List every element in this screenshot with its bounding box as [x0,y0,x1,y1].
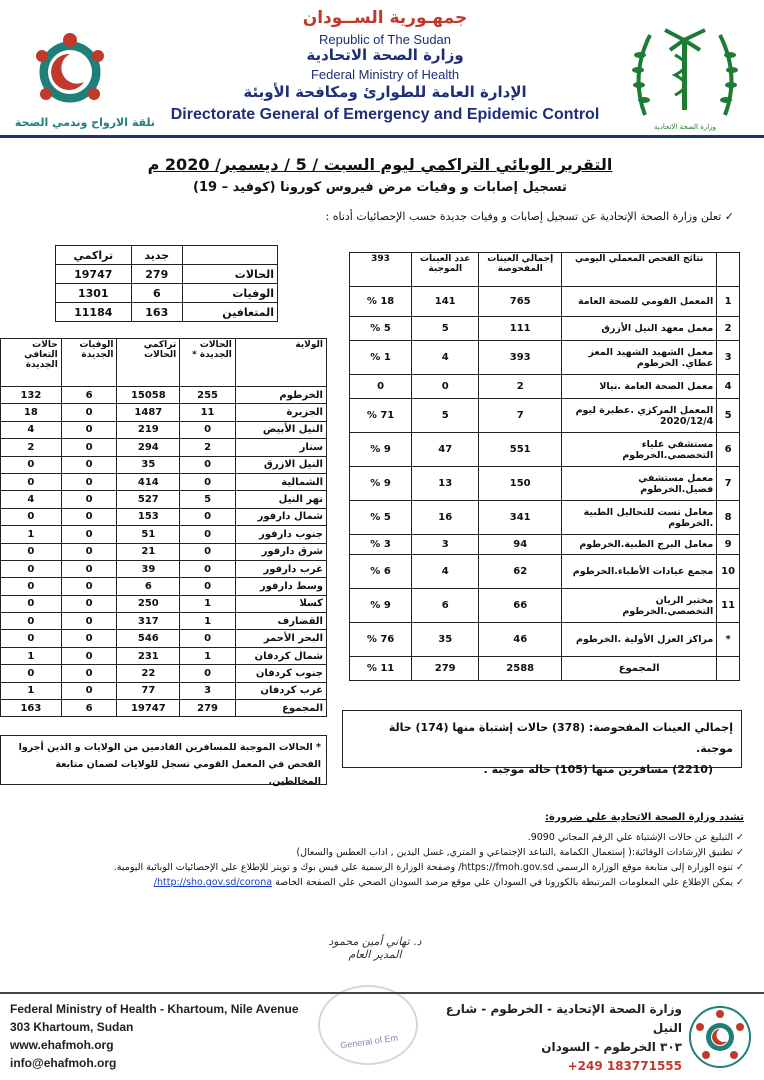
state-cell-new-deaths: 0 [61,508,117,525]
labs-table [349,252,740,681]
lab-cell-num: * [717,623,740,657]
state-cell-new-cases: 0 [180,543,236,560]
lab-row [350,317,740,341]
footer-logo [688,1005,753,1070]
state-cell-cum-cases: 6 [117,578,180,595]
state-cell-new-deaths: 0 [61,595,117,612]
states-header-new-recovered: حالات التعافي الجديدة [1,339,62,387]
lab-cell-tested: 393 [479,341,562,375]
state-cell-cum-cases: 1487 [117,404,180,421]
lab-cell-tested: 111 [479,317,562,341]
summary-label: الوفيات [182,284,277,303]
lab-cell-num: 8 [717,501,740,535]
lab-cell-lab: المعمل المركزي .عطبرة ليوم 2020/12/4 [562,399,717,433]
state-cell-new-cases: 0 [180,456,236,473]
states-total-state: المجموع [235,700,326,717]
summary-cumulative: 19747 [56,265,132,284]
summary-header-cumulative: تراكمي [56,246,132,265]
lab-cell-num: 2 [717,317,740,341]
lab-row [350,623,740,657]
labs-total-positive: 279 [412,657,479,681]
labs-total-pct: 11 % [350,657,412,681]
state-cell-new-cases: 0 [180,578,236,595]
samples-summary [342,710,742,776]
labs-header-row [350,253,740,287]
state-row [1,560,327,577]
header-divider [0,135,764,138]
state-cell-state: نهر النيل [235,491,326,508]
states-note: * الحالات الموجبة للمسافرين القادمين من الولايات و الذين أجروا الفحص في المعمل القومي تسجل للولايات لضمان متابعة المخالطين. [0,735,327,785]
labs-header-lab: نتائج الفحص المعملي اليومي [562,253,717,287]
lab-cell-num: 1 [717,287,740,317]
state-cell-new-cases: 255 [180,387,236,404]
lab-cell-lab: مختبر الريان التخصصي.الخرطوم [562,589,717,623]
state-cell-cum-cases: 294 [117,439,180,456]
footer-ar-address: وزارة الصحة الإتحادية - الخرطوم - شارع النيل [445,1002,682,1035]
state-cell-state: الشمالية [235,473,326,490]
lab-cell-tested: 765 [479,287,562,317]
labs-body [350,287,740,681]
footer-en-address: Federal Ministry of Health - Khartoum, Nile Avenue [10,1002,299,1016]
advice-item: ✓ تنوه الوزارة إلى متابعة موقع الوزارة الرسمي https://fmoh.gov.sd/ وصفحة الوزارة الرسمية علي فيس بوك و تويتر للإطلاع علي الإحصائيات الوبائية اليومية. [4,862,744,873]
lab-cell-lab: مجمع عيادات الأطباء.الخرطوم [562,555,717,589]
lab-cell-num: 10 [717,555,740,589]
signature-name: د. تهاني أمين محمود [328,935,422,948]
state-cell-new-recovered: 1 [1,526,62,543]
state-cell-new-deaths: 6 [61,387,117,404]
footer-phone: +249 183771555 [567,1059,682,1073]
state-cell-state: القضارف [235,613,326,630]
state-cell-state: الخرطوم [235,387,326,404]
footer-ar-city: ٣٠٣ الخرطوم - السودان [541,1040,682,1054]
lab-cell-positive: 35 [412,623,479,657]
lab-row [350,501,740,535]
sho-link[interactable]: http://sho.gov.sd/corona/ [153,877,273,888]
states-body [1,387,327,717]
footer-divider [0,992,764,994]
samples-line-1 [351,717,733,759]
state-cell-new-recovered: 1 [1,682,62,699]
state-cell-new-deaths: 0 [61,526,117,543]
state-cell-state: شرق دارفور [235,543,326,560]
lab-row [350,433,740,467]
state-cell-new-deaths: 0 [61,439,117,456]
states-table [0,338,327,717]
state-cell-new-cases: 0 [180,630,236,647]
labs-total-tested: 2588 [479,657,562,681]
state-cell-new-cases: 1 [180,647,236,664]
advice-item [4,877,744,888]
lab-row [350,555,740,589]
footer-ar [420,1000,682,1076]
state-cell-state: الجزيرة [235,404,326,421]
summary-cumulative: 11184 [56,303,132,322]
lab-row [350,467,740,501]
lab-cell-lab: معمل معهد النيل الأزرق [562,317,717,341]
lab-cell-lab: معمل الصحة العامة .نيالا [562,375,717,399]
state-cell-new-deaths: 0 [61,473,117,490]
state-cell-cum-cases: 250 [117,595,180,612]
state-cell-new-deaths: 0 [61,456,117,473]
state-cell-new-cases: 0 [180,473,236,490]
lab-cell-pct: 3 % [350,535,412,555]
state-cell-cum-cases: 39 [117,560,180,577]
directorate-en: Directorate General of Emergency and Epidemic Control [170,106,600,123]
report-subtitle: تسجيل إصابات و وفيات مرض فيروس كورونا (كوفيد – 19) [193,180,567,195]
summary-table [55,245,278,322]
summary-row [56,303,278,322]
state-cell-cum-cases: 77 [117,682,180,699]
state-cell-new-cases: 1 [180,613,236,630]
samples-suspected: (378) حالات إشتباة منها (174) حالة موجبة. [388,721,733,755]
state-cell-state: جنوب دارفور [235,526,326,543]
state-row [1,473,327,490]
lab-cell-tested: 62 [479,555,562,589]
advice-title: تشدد وزارة الصحة الاتحادية علي ضرورة: [545,812,744,823]
labs-header-pct: 393 [350,253,412,287]
state-cell-new-recovered: 2 [1,439,62,456]
state-cell-new-recovered: 4 [1,421,62,438]
states-total-row [1,700,327,717]
lab-cell-positive: 0 [412,375,479,399]
states-header-cum-cases: تراكمي الحالات [117,339,180,387]
state-cell-new-recovered: 0 [1,560,62,577]
lab-cell-tested: 7 [479,399,562,433]
state-cell-state: وسط دارفور [235,578,326,595]
lab-cell-tested: 46 [479,623,562,657]
state-cell-new-deaths: 0 [61,630,117,647]
labs-total-row [350,657,740,681]
advice-list [4,832,744,892]
state-cell-state: جنوب كردفان [235,665,326,682]
ministry-ar: وزارة الصحة الاتحادية [306,46,464,64]
summary-label: المتعافين [182,303,277,322]
state-cell-cum-cases: 527 [117,491,180,508]
lab-cell-lab: معمل الشهيد الشهيد المعز عطاي. الخرطوم [562,341,717,375]
state-cell-new-deaths: 0 [61,682,117,699]
labs-total-lab: المجموع [562,657,717,681]
state-cell-new-deaths: 0 [61,491,117,508]
lab-cell-positive: 141 [412,287,479,317]
summary-label: الحالات [182,265,277,284]
state-cell-cum-cases: 414 [117,473,180,490]
state-row [1,613,327,630]
state-cell-new-deaths: 0 [61,404,117,421]
lab-cell-num: 9 [717,535,740,555]
summary-row [56,284,278,303]
lab-cell-pct: 9 % [350,589,412,623]
state-cell-new-cases: 5 [180,491,236,508]
lab-cell-pct: 1 % [350,341,412,375]
state-cell-new-recovered: 0 [1,508,62,525]
states-total-new-deaths: 6 [61,700,117,717]
lab-cell-positive: 4 [412,341,479,375]
lab-cell-positive: 47 [412,433,479,467]
lab-cell-lab: مستشفي علياء التخصصي.الخرطوم [562,433,717,467]
state-cell-state: غرب دارفور [235,560,326,577]
labs-total-num [717,657,740,681]
state-row [1,682,327,699]
state-row [1,630,327,647]
state-cell-state: كسلا [235,595,326,612]
states-header-state: الولاية [235,339,326,387]
state-cell-new-cases: 2 [180,439,236,456]
state-cell-new-recovered: 1 [1,647,62,664]
republic-ar: جمهـورية الســودان [302,8,468,28]
lab-cell-num: 4 [717,375,740,399]
emblem-caption: وزارة الصحة الاتحادية [654,123,716,131]
state-cell-new-recovered: 0 [1,456,62,473]
footer-en-city: 303 Khartoum, Sudan [10,1020,134,1034]
state-cell-new-recovered: 0 [1,595,62,612]
state-cell-cum-cases: 317 [117,613,180,630]
lab-cell-tested: 66 [479,589,562,623]
lab-cell-positive: 16 [412,501,479,535]
lab-cell-lab: المعمل القومي للصحة العامة [562,287,717,317]
lab-cell-tested: 341 [479,501,562,535]
lab-cell-tested: 2 [479,375,562,399]
state-cell-new-cases: 0 [180,508,236,525]
state-cell-new-deaths: 0 [61,665,117,682]
samples-label: إجمالي العينات المفحوصة: [588,721,733,734]
lab-row [350,399,740,433]
lab-cell-positive: 13 [412,467,479,501]
states-total-cum-cases: 19747 [117,700,180,717]
state-cell-new-cases: 3 [180,682,236,699]
state-cell-new-deaths: 0 [61,613,117,630]
state-cell-new-cases: 0 [180,665,236,682]
summary-new: 6 [131,284,182,303]
state-cell-state: غرب كردفان [235,682,326,699]
lab-cell-pct: 5 % [350,501,412,535]
directorate-ar: الإدارة العامة للطوارئ ومكافحة الأوبئة [243,83,527,101]
state-row [1,456,327,473]
state-row [1,578,327,595]
lab-cell-pct: 18 % [350,287,412,317]
state-cell-new-recovered: 132 [1,387,62,404]
lab-cell-positive: 5 [412,317,479,341]
state-cell-cum-cases: 21 [117,543,180,560]
state-cell-cum-cases: 546 [117,630,180,647]
lab-cell-num: 3 [717,341,740,375]
state-row [1,491,327,508]
state-row [1,526,327,543]
state-cell-state: النيل الازرق [235,456,326,473]
signature-role: المدير العام [348,948,402,961]
lab-cell-tested: 150 [479,467,562,501]
state-cell-new-recovered: 0 [1,578,62,595]
state-row [1,665,327,682]
labs-header-positive: عدد العينات الموجبة [412,253,479,287]
lab-cell-lab: معامل البرج الطبية.الخرطوم [562,535,717,555]
advice-item: ✓ تطبيق الإرشادات الوقائية:( إستعمال الكمامة ,التباعد الإجتماعي و المتري, غسل اليدين , اداب العطس والسعال) [4,847,744,858]
lab-row [350,375,740,399]
states-header-new-cases: الحالات الجديدة * [180,339,236,387]
state-cell-new-deaths: 0 [61,578,117,595]
lab-cell-positive: 4 [412,555,479,589]
state-row [1,647,327,664]
state-cell-state: النيل الأبيض [235,421,326,438]
state-cell-new-cases: 0 [180,560,236,577]
footer-en [10,1000,320,1072]
state-row [1,439,327,456]
lab-row [350,535,740,555]
state-row [1,387,327,404]
state-cell-new-cases: 0 [180,526,236,543]
state-row [1,595,327,612]
lab-cell-lab: مراكز العزل الأولية .الخرطوم [562,623,717,657]
signature-block [300,935,450,961]
advice-item-text: يمكن الإطلاع علي المعلومات المرتبطة بالكورونا في السودان علي موقع مرصد السودان الصحي علي الصفحة الخاصة [275,877,734,888]
state-cell-cum-cases: 35 [117,456,180,473]
footer-website[interactable]: www.ehafmoh.org [10,1038,114,1052]
samples-travellers: (2210) مسافرين منها (105) حالة موجبة . [483,763,713,776]
lab-cell-pct: 9 % [350,433,412,467]
state-cell-new-deaths: 0 [61,421,117,438]
state-cell-new-deaths: 0 [61,560,117,577]
summary-cumulative: 1301 [56,284,132,303]
state-cell-new-recovered: 18 [1,404,62,421]
summary-header-row [56,246,278,265]
lab-cell-pct: 9 % [350,467,412,501]
left-logo [10,20,160,135]
summary-new: 279 [131,265,182,284]
report-intro: ✓ تعلن وزارة الصحة الإتحادية عن تسجيل إصابات و وفيات جديدة حسب الإحصائيات أدناه : [325,210,734,223]
states-total-new-cases: 279 [180,700,236,717]
official-stamp [318,985,418,1065]
state-row [1,421,327,438]
states-header-new-deaths: الوفيات الجديدة [61,339,117,387]
ministry-en: Federal Ministry of Health [310,67,460,82]
lab-cell-pct: 76 % [350,623,412,657]
lab-cell-num: 11 [717,589,740,623]
lab-cell-positive: 6 [412,589,479,623]
state-cell-state: سنار [235,439,326,456]
lab-row [350,287,740,317]
state-cell-new-recovered: 4 [1,491,62,508]
ministry-emblem [620,15,750,135]
state-cell-new-deaths: 0 [61,543,117,560]
lab-cell-tested: 551 [479,433,562,467]
labs-header-num [717,253,740,287]
state-cell-new-cases: 1 [180,595,236,612]
left-logo-caption: نلقة الارواح وندمي الصحة [14,116,156,129]
state-cell-new-recovered: 0 [1,543,62,560]
state-cell-cum-cases: 51 [117,526,180,543]
state-cell-cum-cases: 219 [117,421,180,438]
state-cell-new-cases: 11 [180,404,236,421]
advice-item: ✓ التبليغ عن حالات الإشتباة علي الرقم المجاني 9090. [4,832,744,843]
republic-en: Republic of The Sudan [318,32,452,47]
states-total-new-recovered: 163 [1,700,62,717]
states-header-row [1,339,327,387]
stamp-text: General of Em [339,1032,399,1051]
lab-cell-pct: 5 % [350,317,412,341]
lab-cell-tested: 94 [479,535,562,555]
lab-row [350,341,740,375]
state-cell-cum-cases: 153 [117,508,180,525]
state-cell-cum-cases: 22 [117,665,180,682]
state-cell-new-recovered: 0 [1,613,62,630]
summary-header-blank [182,246,277,265]
state-cell-new-deaths: 0 [61,647,117,664]
lab-cell-pct: 0 [350,375,412,399]
state-cell-state: البحر الأحمر [235,630,326,647]
lab-cell-positive: 5 [412,399,479,433]
lab-cell-num: 7 [717,467,740,501]
lab-cell-num: 5 [717,399,740,433]
state-cell-state: شمال دارفور [235,508,326,525]
lab-cell-positive: 3 [412,535,479,555]
lab-cell-pct: 71 % [350,399,412,433]
state-cell-new-recovered: 0 [1,473,62,490]
report-title: التقرير الوبائي التراكمي ليوم السبت / 5 / ديسمبر/ 2020 م [147,155,613,174]
state-cell-new-recovered: 0 [1,665,62,682]
lab-row [350,589,740,623]
summary-header-new: جديد [131,246,182,265]
state-row [1,543,327,560]
lab-cell-num: 6 [717,433,740,467]
summary-row [56,265,278,284]
state-cell-cum-cases: 231 [117,647,180,664]
state-cell-new-cases: 0 [180,421,236,438]
labs-header-tested: إجمالي العينات المفحوصة [479,253,562,287]
state-row [1,508,327,525]
lab-cell-pct: 6 % [350,555,412,589]
state-cell-cum-cases: 15058 [117,387,180,404]
state-row [1,404,327,421]
summary-new: 163 [131,303,182,322]
state-cell-state: شمال كردفان [235,647,326,664]
footer-email[interactable]: info@ehafmoh.org [10,1056,117,1070]
state-cell-new-recovered: 0 [1,630,62,647]
lab-cell-lab: معمل مستشفي فضيل.الخرطوم [562,467,717,501]
lab-cell-lab: معامل تست للتحاليل الطبية .الخرطوم [562,501,717,535]
